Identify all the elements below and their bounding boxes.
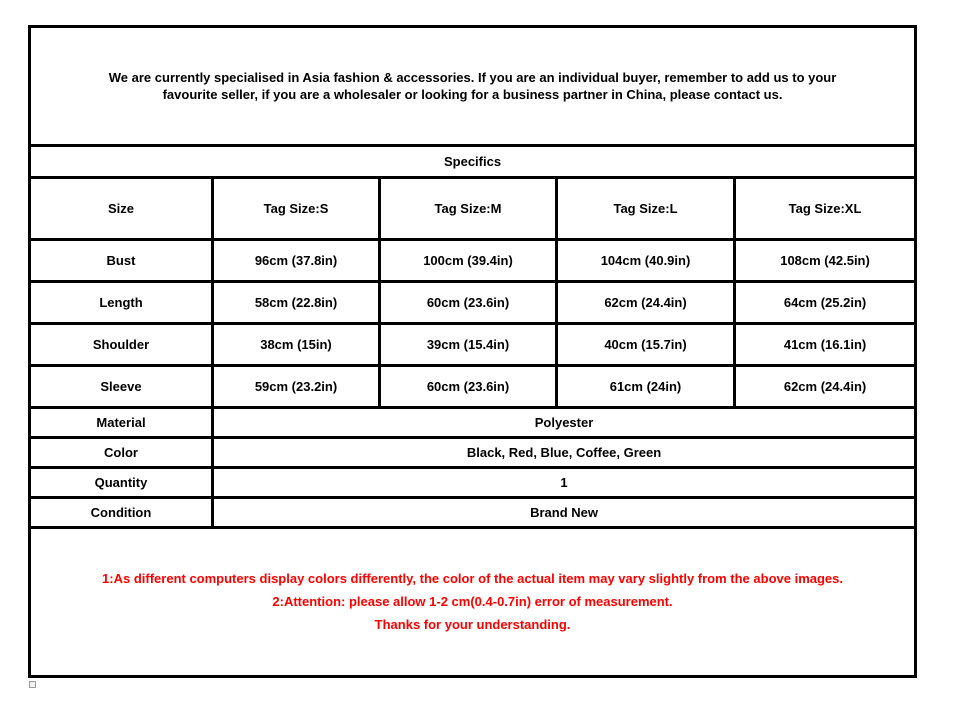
shoulder-value-l: 40cm (15.7in) <box>557 324 735 366</box>
tag-size-l-header: Tag Size:L <box>557 178 735 240</box>
seller-intro <box>30 27 916 146</box>
color-row-label: Color <box>30 438 213 468</box>
notes-row <box>30 528 916 677</box>
quantity-row <box>30 468 916 498</box>
note-line-3: Thanks for your understanding. <box>374 617 571 632</box>
note-line-2: 2:Attention: please allow 1-2 cm(0.4-0.7in) error of measurement. <box>272 594 673 609</box>
product-description-sheet <box>28 25 917 678</box>
shoulder-value-m: 39cm (15.4in) <box>380 324 557 366</box>
shoulder-value-xl: 41cm (16.1in) <box>735 324 916 366</box>
material-row <box>30 408 916 438</box>
sleeve-value-s: 59cm (23.2in) <box>213 366 380 408</box>
quantity-value: 1 <box>213 468 916 498</box>
material-row-label: Material <box>30 408 213 438</box>
tag-size-m-header: Tag Size:M <box>380 178 557 240</box>
condition-value: Brand New <box>213 498 916 528</box>
seller-notes <box>30 528 916 677</box>
seller-intro-line-2: favourite seller, if you are a wholesaler or looking for a business partner in China, please contact us. <box>162 87 783 102</box>
bust-row-label: Bust <box>30 240 213 282</box>
intro-row <box>30 27 916 146</box>
specifics-table <box>28 25 917 678</box>
sleeve-value-xl: 62cm (24.4in) <box>735 366 916 408</box>
bust-value-m: 100cm (39.4in) <box>380 240 557 282</box>
tag-size-xl-header: Tag Size:XL <box>735 178 916 240</box>
material-value: Polyester <box>213 408 916 438</box>
shoulder-row <box>30 324 916 366</box>
length-value-l: 62cm (24.4in) <box>557 282 735 324</box>
length-value-xl: 64cm (25.2in) <box>735 282 916 324</box>
quantity-row-label: Quantity <box>30 468 213 498</box>
note-line-1: 1:As different computers display colors differently, the color of the actual item may vary slightly from the above images. <box>102 571 843 586</box>
size-header-row <box>30 178 916 240</box>
bust-value-s: 96cm (37.8in) <box>213 240 380 282</box>
seller-intro-line-1: We are currently specialised in Asia fashion & accessories. If you are an individual buyer, remember to add us to your <box>108 70 837 85</box>
color-row <box>30 438 916 468</box>
color-value: Black, Red, Blue, Coffee, Green <box>213 438 916 468</box>
bust-row <box>30 240 916 282</box>
specifics-title-row <box>30 146 916 178</box>
condition-row <box>30 498 916 528</box>
bust-value-l: 104cm (40.9in) <box>557 240 735 282</box>
length-value-s: 58cm (22.8in) <box>213 282 380 324</box>
length-value-m: 60cm (23.6in) <box>380 282 557 324</box>
shoulder-value-s: 38cm (15in) <box>213 324 380 366</box>
sleeve-row-label: Sleeve <box>30 366 213 408</box>
broken-image-icon <box>29 681 36 688</box>
size-header-label: Size <box>30 178 213 240</box>
length-row <box>30 282 916 324</box>
bust-value-xl: 108cm (42.5in) <box>735 240 916 282</box>
sleeve-row <box>30 366 916 408</box>
length-row-label: Length <box>30 282 213 324</box>
sleeve-value-m: 60cm (23.6in) <box>380 366 557 408</box>
sleeve-value-l: 61cm (24in) <box>557 366 735 408</box>
tag-size-s-header: Tag Size:S <box>213 178 380 240</box>
condition-row-label: Condition <box>30 498 213 528</box>
shoulder-row-label: Shoulder <box>30 324 213 366</box>
specifics-title: Specifics <box>30 146 916 178</box>
